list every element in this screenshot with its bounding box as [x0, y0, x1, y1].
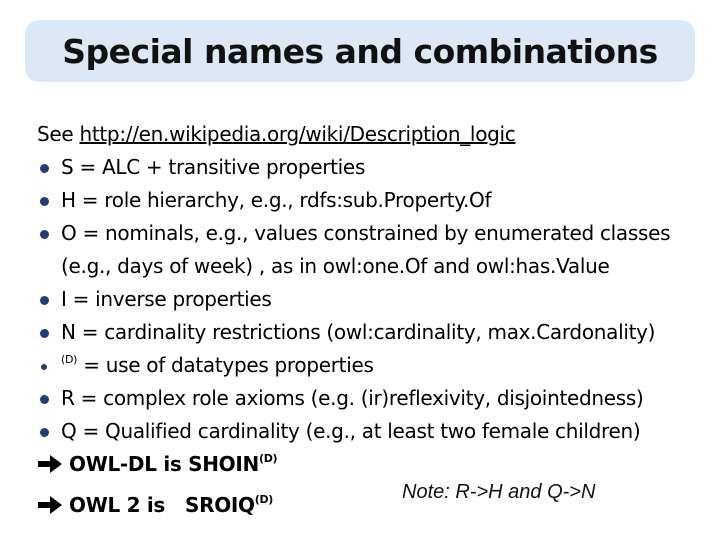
- bullet-dot-icon: [40, 164, 49, 173]
- bullet-dot-icon: [40, 428, 49, 437]
- right-arrow-icon: [37, 455, 63, 473]
- bullet-text: H = role hierarchy, e.g., rdfs:sub.Property.Of: [61, 188, 492, 212]
- intro-line: [37, 118, 707, 151]
- conclusion-text: OWL-DL is SHOIN: [69, 452, 259, 476]
- bullet-text: N = cardinality restrictions (owl:cardinality, max.Cardonality): [61, 320, 656, 344]
- intro-prefix: See: [37, 122, 80, 146]
- bullet-d: [37, 349, 707, 382]
- bullet-s: [37, 151, 707, 184]
- bullet-text: I = inverse properties: [61, 287, 272, 311]
- bullet-text: O = nominals, e.g., values constrained by enumerated classes: [61, 221, 671, 245]
- note-text: Note: R->H and Q->N: [402, 481, 596, 503]
- bullet-n: [37, 316, 707, 349]
- bullet-dot-icon: [40, 230, 49, 239]
- bullet-superscript: (D): [61, 353, 78, 366]
- slide-title: Special names and combinations: [62, 31, 658, 71]
- bullet-o-continuation: [37, 250, 707, 283]
- bullet-text: = use of datatypes properties: [77, 353, 374, 377]
- bullet-dot-icon: [40, 329, 49, 338]
- bullet-text: R = complex role axioms (e.g. (ir)reflexivity, disjointedness): [61, 386, 644, 410]
- bullet-dot-icon: [41, 364, 47, 370]
- bullet-dot-icon: [40, 395, 49, 404]
- conclusion-owl-dl: [37, 448, 707, 481]
- slide-body: [37, 118, 707, 522]
- conclusion-superscript: (D): [254, 493, 274, 506]
- bullet-continuation-text: (e.g., days of week) , as in owl:one.Of and owl:has.Value: [61, 254, 610, 278]
- conclusion-owl-2: [37, 489, 707, 522]
- bullet-h: [37, 184, 707, 217]
- bullet-i: [37, 283, 707, 316]
- bullet-dot-icon: [40, 296, 49, 305]
- conclusion-text: OWL 2 is SROIQ: [69, 493, 255, 517]
- bullet-r: [37, 382, 707, 415]
- bullet-text: Q = Qualified cardinality (e.g., at least two female children): [61, 419, 641, 443]
- title-banner: [25, 20, 695, 82]
- bullet-dot-icon: [40, 197, 49, 206]
- conclusion-superscript: (D): [258, 452, 278, 465]
- bullet-text: S = ALC + transitive properties: [61, 155, 366, 179]
- right-arrow-icon: [37, 496, 63, 514]
- wikipedia-link[interactable]: http://en.wikipedia.org/wiki/Description_logic: [79, 122, 516, 146]
- bullet-o: [37, 217, 707, 250]
- bullet-q: [37, 415, 707, 448]
